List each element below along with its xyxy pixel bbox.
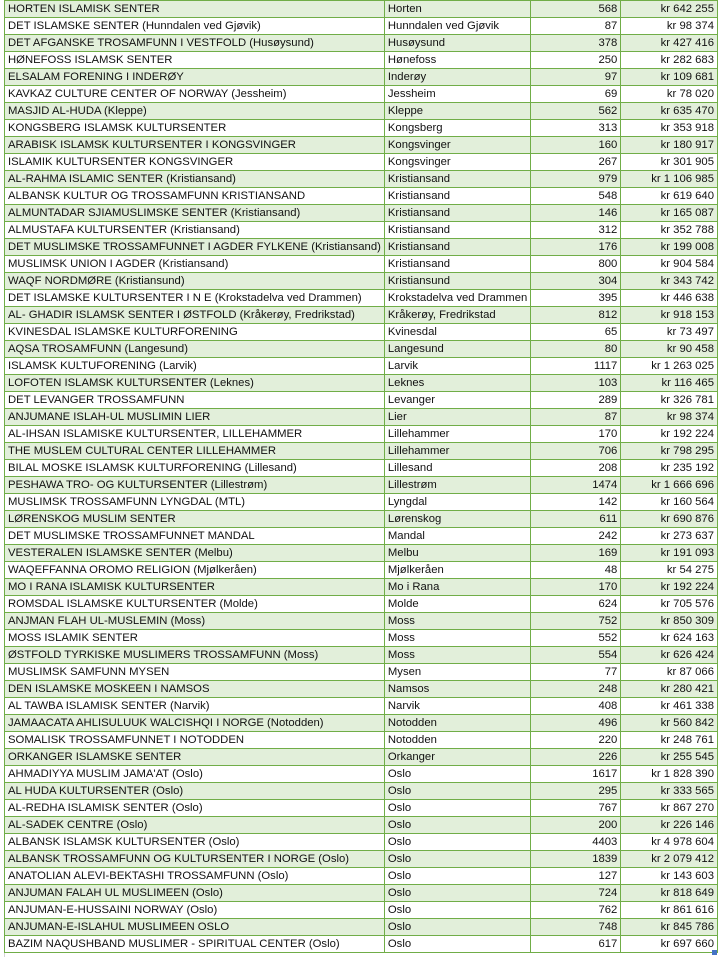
amount-cell[interactable]: kr 446 638: [621, 290, 718, 307]
table-row: [5, 732, 718, 749]
count-cell[interactable]: 142: [531, 494, 621, 511]
name-cell[interactable]: AL-REDHA ISLAMISK SENTER (Oslo): [5, 800, 385, 817]
amount-cell[interactable]: kr 624 163: [621, 630, 718, 647]
amount-cell[interactable]: kr 427 416: [621, 35, 718, 52]
count-cell[interactable]: 752: [531, 613, 621, 630]
count-cell[interactable]: 496: [531, 715, 621, 732]
amount-cell[interactable]: kr 273 637: [621, 528, 718, 545]
count-cell[interactable]: 568: [531, 1, 621, 18]
table-row: [5, 239, 718, 256]
table-row: [5, 545, 718, 562]
amount-cell[interactable]: kr 705 576: [621, 596, 718, 613]
table-body: [5, 1, 718, 953]
count-cell[interactable]: 169: [531, 545, 621, 562]
amount-cell[interactable]: kr 461 338: [621, 698, 718, 715]
table-row: [5, 511, 718, 528]
city-cell[interactable]: Lillesand: [384, 460, 530, 477]
city-cell[interactable]: Oslo: [384, 783, 530, 800]
count-cell[interactable]: 767: [531, 800, 621, 817]
city-cell[interactable]: Orkanger: [384, 749, 530, 766]
table-row: [5, 154, 718, 171]
name-cell[interactable]: ELSALAM FORENING I INDERØY: [5, 69, 385, 86]
count-cell[interactable]: 313: [531, 120, 621, 137]
count-cell[interactable]: 762: [531, 902, 621, 919]
count-cell[interactable]: 611: [531, 511, 621, 528]
amount-cell[interactable]: kr 333 565: [621, 783, 718, 800]
table-row: [5, 902, 718, 919]
count-cell[interactable]: 624: [531, 596, 621, 613]
name-cell[interactable]: HØNEFOSS ISLAMSK SENTER: [5, 52, 385, 69]
count-cell[interactable]: 706: [531, 443, 621, 460]
city-cell[interactable]: Oslo: [384, 919, 530, 936]
count-cell[interactable]: 170: [531, 579, 621, 596]
table-row: [5, 222, 718, 239]
name-cell[interactable]: DET LEVANGER TROSSAMFUNN: [5, 392, 385, 409]
amount-cell[interactable]: kr 904 584: [621, 256, 718, 273]
city-cell[interactable]: Namsos: [384, 681, 530, 698]
city-cell[interactable]: Oslo: [384, 766, 530, 783]
count-cell[interactable]: 69: [531, 86, 621, 103]
count-cell[interactable]: 242: [531, 528, 621, 545]
table-row: [5, 273, 718, 290]
table-row: [5, 579, 718, 596]
count-cell[interactable]: 200: [531, 817, 621, 834]
name-cell[interactable]: AHMADIYYA MUSLIM JAMA'AT (Oslo): [5, 766, 385, 783]
name-cell[interactable]: DEN ISLAMSKE MOSKEEN I NAMSOS: [5, 681, 385, 698]
count-cell[interactable]: 724: [531, 885, 621, 902]
name-cell[interactable]: LØRENSKOG MUSLIM SENTER: [5, 511, 385, 528]
count-cell[interactable]: 304: [531, 273, 621, 290]
amount-cell[interactable]: kr 353 918: [621, 120, 718, 137]
count-cell[interactable]: 548: [531, 188, 621, 205]
name-cell[interactable]: ANJUMAN-E-HUSSAINI NORWAY (Oslo): [5, 902, 385, 919]
count-cell[interactable]: 1117: [531, 358, 621, 375]
city-cell[interactable]: Lillestrøm: [384, 477, 530, 494]
name-cell[interactable]: AL- GHADIR ISLAMSK SENTER I ØSTFOLD (Kråkerøy, Fredrikstad): [5, 307, 385, 324]
count-cell[interactable]: 220: [531, 732, 621, 749]
name-cell[interactable]: ROMSDAL ISLAMSKE KULTURSENTER (Molde): [5, 596, 385, 613]
count-cell[interactable]: 160: [531, 137, 621, 154]
table-row: [5, 494, 718, 511]
table-row: [5, 69, 718, 86]
city-cell[interactable]: Leknes: [384, 375, 530, 392]
amount-cell[interactable]: kr 560 842: [621, 715, 718, 732]
table-row: [5, 919, 718, 936]
table-row: [5, 52, 718, 69]
name-cell[interactable]: AL-RAHMA ISLAMIC SENTER (Kristiansand): [5, 171, 385, 188]
city-cell[interactable]: Oslo: [384, 885, 530, 902]
count-cell[interactable]: 176: [531, 239, 621, 256]
name-cell[interactable]: DET MUSLIMSKE TROSSAMFUNNET I AGDER FYLKENE (Kristiansand): [5, 239, 385, 256]
name-cell[interactable]: DET ISLAMSKE KULTURSENTER I N E (Krokstadelva ved Drammen): [5, 290, 385, 307]
name-cell[interactable]: AL TAWBA ISLAMISK SENTER (Narvik): [5, 698, 385, 715]
city-cell[interactable]: Oslo: [384, 936, 530, 953]
name-cell[interactable]: AL-SADEK CENTRE (Oslo): [5, 817, 385, 834]
name-cell[interactable]: AL-IHSAN ISLAMISKE KULTURSENTER, LILLEHAMMER: [5, 426, 385, 443]
name-cell[interactable]: THE MUSLEM CULTURAL CENTER LILLEHAMMER: [5, 443, 385, 460]
table-row: [5, 613, 718, 630]
city-cell[interactable]: Horten: [384, 1, 530, 18]
table-row: [5, 188, 718, 205]
count-cell[interactable]: 552: [531, 630, 621, 647]
count-cell[interactable]: 289: [531, 392, 621, 409]
name-cell[interactable]: DET ISLAMSKE SENTER (Hunndalen ved Gjøvik): [5, 18, 385, 35]
name-cell[interactable]: ALBANSK ISLAMSK KULTURSENTER (Oslo): [5, 834, 385, 851]
table-row: [5, 851, 718, 868]
city-cell[interactable]: Kongsberg: [384, 120, 530, 137]
city-cell[interactable]: Kvinesdal: [384, 324, 530, 341]
name-cell[interactable]: ALBANSK KULTUR OG TROSSAMFUNN KRISTIANSAND: [5, 188, 385, 205]
city-cell[interactable]: Kristiansand: [384, 222, 530, 239]
count-cell[interactable]: 1474: [531, 477, 621, 494]
amount-cell[interactable]: kr 192 224: [621, 579, 718, 596]
table-row: [5, 137, 718, 154]
name-cell[interactable]: JAMAACATA AHLISULUUK WALCISHQI I NORGE (Notodden): [5, 715, 385, 732]
count-cell[interactable]: 562: [531, 103, 621, 120]
name-cell[interactable]: LOFOTEN ISLAMSK KULTURSENTER (Leknes): [5, 375, 385, 392]
table-row: [5, 562, 718, 579]
name-cell[interactable]: KONGSBERG ISLAMSK KULTURSENTER: [5, 120, 385, 137]
city-cell[interactable]: Larvik: [384, 358, 530, 375]
count-cell[interactable]: 1617: [531, 766, 621, 783]
name-cell[interactable]: MOSS ISLAMIK SENTER: [5, 630, 385, 647]
table-row: [5, 749, 718, 766]
amount-cell[interactable]: kr 143 603: [621, 868, 718, 885]
spreadsheet-table: [4, 0, 718, 953]
count-cell[interactable]: 812: [531, 307, 621, 324]
city-cell[interactable]: Hønefoss: [384, 52, 530, 69]
count-cell[interactable]: 87: [531, 18, 621, 35]
name-cell[interactable]: BAZIM NAQUSHBAND MUSLIMER - SPIRITUAL CENTER (Oslo): [5, 936, 385, 953]
table-row: [5, 630, 718, 647]
table-row: [5, 290, 718, 307]
name-cell[interactable]: ISLAMIK KULTURSENTER KONGSVINGER: [5, 154, 385, 171]
amount-cell[interactable]: kr 282 683: [621, 52, 718, 69]
city-cell[interactable]: Kristiansand: [384, 171, 530, 188]
amount-cell[interactable]: kr 4 978 604: [621, 834, 718, 851]
count-cell[interactable]: 248: [531, 681, 621, 698]
name-cell[interactable]: ISLAMSK KULTUFORENING (Larvik): [5, 358, 385, 375]
name-cell[interactable]: SOMALISK TROSSAMFUNNET I NOTODDEN: [5, 732, 385, 749]
table-row: [5, 664, 718, 681]
table-row: [5, 1, 718, 18]
name-cell[interactable]: DET AFGANSKE TROSAMFUNN I VESTFOLD (Husøysund): [5, 35, 385, 52]
amount-cell[interactable]: kr 798 295: [621, 443, 718, 460]
table-row: [5, 35, 718, 52]
city-cell[interactable]: Melbu: [384, 545, 530, 562]
name-cell[interactable]: MUSLIMSK SAMFUNN MYSEN: [5, 664, 385, 681]
table-row: [5, 324, 718, 341]
count-cell[interactable]: 312: [531, 222, 621, 239]
amount-cell[interactable]: kr 626 424: [621, 647, 718, 664]
amount-cell[interactable]: kr 165 087: [621, 205, 718, 222]
name-cell[interactable]: ANJUMAN FALAH UL MUSLIMEEN (Oslo): [5, 885, 385, 902]
city-cell[interactable]: Kråkerøy, Fredrikstad: [384, 307, 530, 324]
name-cell[interactable]: MASJID AL-HUDA (Kleppe): [5, 103, 385, 120]
amount-cell[interactable]: kr 845 786: [621, 919, 718, 936]
amount-cell[interactable]: kr 235 192: [621, 460, 718, 477]
name-cell[interactable]: ORKANGER ISLAMSKE SENTER: [5, 749, 385, 766]
amount-cell[interactable]: kr 280 421: [621, 681, 718, 698]
city-cell[interactable]: Lillehammer: [384, 443, 530, 460]
name-cell[interactable]: KVINESDAL ISLAMSKE KULTURFORENING: [5, 324, 385, 341]
name-cell[interactable]: ANJUMANE ISLAH-UL MUSLIMIN LIER: [5, 409, 385, 426]
count-cell[interactable]: 103: [531, 375, 621, 392]
amount-cell[interactable]: kr 87 066: [621, 664, 718, 681]
amount-cell[interactable]: kr 861 616: [621, 902, 718, 919]
city-cell[interactable]: Oslo: [384, 834, 530, 851]
amount-cell[interactable]: kr 690 876: [621, 511, 718, 528]
city-cell[interactable]: Oslo: [384, 868, 530, 885]
count-cell[interactable]: 226: [531, 749, 621, 766]
table-row: [5, 392, 718, 409]
name-cell[interactable]: ALMUNTADAR SJIAMUSLIMSKE SENTER (Kristiansand): [5, 205, 385, 222]
count-cell[interactable]: 170: [531, 426, 621, 443]
city-cell[interactable]: Lillehammer: [384, 426, 530, 443]
count-cell[interactable]: 250: [531, 52, 621, 69]
table-row: [5, 528, 718, 545]
amount-cell[interactable]: kr 199 008: [621, 239, 718, 256]
name-cell[interactable]: AL HUDA KULTURSENTER (Oslo): [5, 783, 385, 800]
name-cell[interactable]: WAQEFFANNA OROMO RELIGION (Mjølkeråen): [5, 562, 385, 579]
table-row: [5, 766, 718, 783]
name-cell[interactable]: MO I RANA ISLAMISK KULTURSENTER: [5, 579, 385, 596]
table-row: [5, 460, 718, 477]
city-cell[interactable]: Jessheim: [384, 86, 530, 103]
city-cell[interactable]: Kristiansand: [384, 239, 530, 256]
selection-fill-handle[interactable]: [712, 950, 717, 955]
count-cell[interactable]: 395: [531, 290, 621, 307]
count-cell[interactable]: 554: [531, 647, 621, 664]
city-cell[interactable]: Kristiansand: [384, 256, 530, 273]
table-row: [5, 800, 718, 817]
count-cell[interactable]: 77: [531, 664, 621, 681]
name-cell[interactable]: ØSTFOLD TYRKISKE MUSLIMERS TROSSAMFUNN (Moss): [5, 647, 385, 664]
city-cell[interactable]: Krokstadelva ved Drammen: [384, 290, 530, 307]
name-cell[interactable]: BILAL MOSKE ISLAMSK KULTURFORENING (Lillesand): [5, 460, 385, 477]
table-row: [5, 817, 718, 834]
name-cell[interactable]: AQSA TROSAMFUNN (Langesund): [5, 341, 385, 358]
count-cell[interactable]: 97: [531, 69, 621, 86]
table-row: [5, 358, 718, 375]
amount-cell[interactable]: kr 867 270: [621, 800, 718, 817]
city-cell[interactable]: Oslo: [384, 800, 530, 817]
city-cell[interactable]: Lørenskog: [384, 511, 530, 528]
city-cell[interactable]: Langesund: [384, 341, 530, 358]
count-cell[interactable]: 48: [531, 562, 621, 579]
table-row: [5, 375, 718, 392]
name-cell[interactable]: MUSLIMSK TROSSAMFUNN LYNGDAL (MTL): [5, 494, 385, 511]
table-row: [5, 834, 718, 851]
city-cell[interactable]: Kristiansand: [384, 188, 530, 205]
city-cell[interactable]: Levanger: [384, 392, 530, 409]
table-row: [5, 18, 718, 35]
amount-cell[interactable]: kr 918 153: [621, 307, 718, 324]
name-cell[interactable]: KAVKAZ CULTURE CENTER OF NORWAY (Jessheim): [5, 86, 385, 103]
city-cell[interactable]: Oslo: [384, 851, 530, 868]
table-row: [5, 885, 718, 902]
count-cell[interactable]: 748: [531, 919, 621, 936]
city-cell[interactable]: Kristiansund: [384, 273, 530, 290]
amount-cell[interactable]: kr 1 666 696: [621, 477, 718, 494]
amount-cell[interactable]: kr 326 781: [621, 392, 718, 409]
amount-cell[interactable]: kr 54 275: [621, 562, 718, 579]
city-cell[interactable]: Notodden: [384, 732, 530, 749]
table-row: [5, 205, 718, 222]
table-row: [5, 443, 718, 460]
count-cell[interactable]: 127: [531, 868, 621, 885]
name-cell[interactable]: ANJMAN FLAH UL-MUSLEMIN (Moss): [5, 613, 385, 630]
city-cell[interactable]: Kongsvinger: [384, 154, 530, 171]
count-cell[interactable]: 408: [531, 698, 621, 715]
city-cell[interactable]: Husøysund: [384, 35, 530, 52]
city-cell[interactable]: Lier: [384, 409, 530, 426]
amount-cell[interactable]: kr 160 564: [621, 494, 718, 511]
amount-cell[interactable]: kr 73 497: [621, 324, 718, 341]
table-row: [5, 307, 718, 324]
name-cell[interactable]: PESHAWA TRO- OG KULTURSENTER (Lillestrøm): [5, 477, 385, 494]
table-row: [5, 103, 718, 120]
table-row: [5, 647, 718, 664]
amount-cell[interactable]: kr 1 263 025: [621, 358, 718, 375]
table-row: [5, 596, 718, 613]
amount-cell[interactable]: kr 98 374: [621, 409, 718, 426]
count-cell[interactable]: 146: [531, 205, 621, 222]
city-cell[interactable]: Hunndalen ved Gjøvik: [384, 18, 530, 35]
amount-cell[interactable]: kr 635 470: [621, 103, 718, 120]
amount-cell[interactable]: kr 109 681: [621, 69, 718, 86]
table-row: [5, 868, 718, 885]
city-cell[interactable]: Mjølkeråen: [384, 562, 530, 579]
name-cell[interactable]: ANJUMAN-E-ISLAHUL MUSLIMEEN OSLO: [5, 919, 385, 936]
table-row: [5, 698, 718, 715]
count-cell[interactable]: 378: [531, 35, 621, 52]
amount-cell[interactable]: kr 1 106 985: [621, 171, 718, 188]
table-row: [5, 86, 718, 103]
count-cell[interactable]: 979: [531, 171, 621, 188]
name-cell[interactable]: WAQF NORDMØRE (Kristiansund): [5, 273, 385, 290]
table-row: [5, 936, 718, 953]
name-cell[interactable]: ALMUSTAFA KULTURSENTER (Kristiansand): [5, 222, 385, 239]
amount-cell[interactable]: kr 1 828 390: [621, 766, 718, 783]
amount-cell[interactable]: kr 98 374: [621, 18, 718, 35]
count-cell[interactable]: 800: [531, 256, 621, 273]
table-row: [5, 477, 718, 494]
amount-cell[interactable]: kr 180 917: [621, 137, 718, 154]
city-cell[interactable]: Mo i Rana: [384, 579, 530, 596]
amount-cell[interactable]: kr 343 742: [621, 273, 718, 290]
city-cell[interactable]: Kleppe: [384, 103, 530, 120]
amount-cell[interactable]: kr 192 224: [621, 426, 718, 443]
count-cell[interactable]: 80: [531, 341, 621, 358]
count-cell[interactable]: 617: [531, 936, 621, 953]
city-cell[interactable]: Kristiansand: [384, 205, 530, 222]
amount-cell[interactable]: kr 255 545: [621, 749, 718, 766]
city-cell[interactable]: Oslo: [384, 817, 530, 834]
city-cell[interactable]: Mandal: [384, 528, 530, 545]
amount-cell[interactable]: kr 90 458: [621, 341, 718, 358]
amount-cell[interactable]: kr 248 761: [621, 732, 718, 749]
city-cell[interactable]: Mysen: [384, 664, 530, 681]
table-row: [5, 171, 718, 188]
amount-cell[interactable]: kr 78 020: [621, 86, 718, 103]
table-row: [5, 256, 718, 273]
amount-cell[interactable]: kr 697 660: [621, 936, 718, 953]
table-row: [5, 783, 718, 800]
name-cell[interactable]: MUSLIMSK UNION I AGDER (Kristiansand): [5, 256, 385, 273]
table-row: [5, 426, 718, 443]
name-cell[interactable]: DET MUSLIMSKE TROSSAMFUNNET MANDAL: [5, 528, 385, 545]
city-cell[interactable]: Lyngdal: [384, 494, 530, 511]
amount-cell[interactable]: kr 352 788: [621, 222, 718, 239]
amount-cell[interactable]: kr 642 255: [621, 1, 718, 18]
count-cell[interactable]: 267: [531, 154, 621, 171]
table-row: [5, 341, 718, 358]
count-cell[interactable]: 1839: [531, 851, 621, 868]
city-cell[interactable]: Narvik: [384, 698, 530, 715]
count-cell[interactable]: 295: [531, 783, 621, 800]
count-cell[interactable]: 208: [531, 460, 621, 477]
name-cell[interactable]: VESTERALEN ISLAMSKE SENTER (Melbu): [5, 545, 385, 562]
amount-cell[interactable]: kr 2 079 412: [621, 851, 718, 868]
amount-cell[interactable]: kr 301 905: [621, 154, 718, 171]
city-cell[interactable]: Molde: [384, 596, 530, 613]
amount-cell[interactable]: kr 850 309: [621, 613, 718, 630]
city-cell[interactable]: Moss: [384, 630, 530, 647]
table-row: [5, 409, 718, 426]
amount-cell[interactable]: kr 226 146: [621, 817, 718, 834]
count-cell[interactable]: 65: [531, 324, 621, 341]
city-cell[interactable]: Moss: [384, 647, 530, 664]
count-cell[interactable]: 4403: [531, 834, 621, 851]
count-cell[interactable]: 87: [531, 409, 621, 426]
city-cell[interactable]: Moss: [384, 613, 530, 630]
amount-cell[interactable]: kr 116 465: [621, 375, 718, 392]
table-row: [5, 715, 718, 732]
name-cell[interactable]: ARABISK ISLAMSK KULTURSENTER I KONGSVINGER: [5, 137, 385, 154]
table-row: [5, 120, 718, 137]
city-cell[interactable]: Oslo: [384, 902, 530, 919]
amount-cell[interactable]: kr 818 649: [621, 885, 718, 902]
amount-cell[interactable]: kr 619 640: [621, 188, 718, 205]
amount-cell[interactable]: kr 191 093: [621, 545, 718, 562]
name-cell[interactable]: HORTEN ISLAMISK SENTER: [5, 1, 385, 18]
city-cell[interactable]: Notodden: [384, 715, 530, 732]
city-cell[interactable]: Inderøy: [384, 69, 530, 86]
table-row: [5, 681, 718, 698]
city-cell[interactable]: Kongsvinger: [384, 137, 530, 154]
name-cell[interactable]: ANATOLIAN ALEVI-BEKTASHI TROSSAMFUNN (Oslo): [5, 868, 385, 885]
name-cell[interactable]: ALBANSK TROSSAMFUNN OG KULTURSENTER I NORGE (Oslo): [5, 851, 385, 868]
